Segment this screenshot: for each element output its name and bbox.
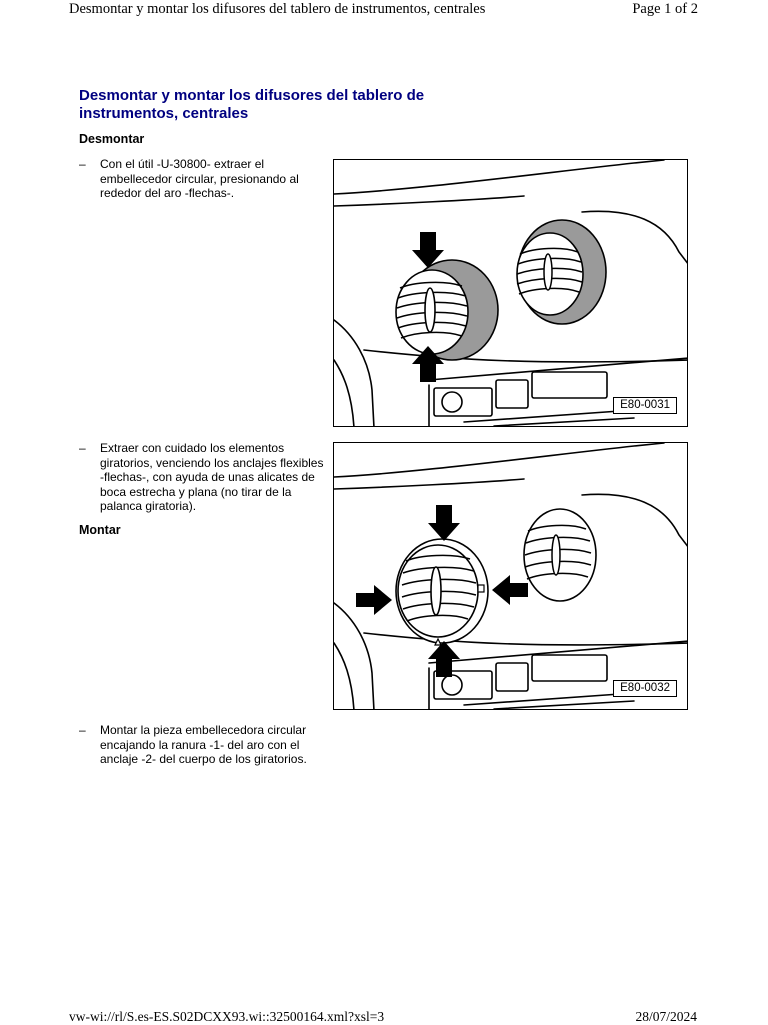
print-header-title: Desmontar y montar los difusores del tablero de instrumentos, centrales [69,1,486,17]
section-heading-montar: Montar [79,523,121,537]
step-dash: – [79,723,86,737]
section-heading-desmontar: Desmontar [79,132,145,146]
step-text: Con el útil -U-30800- extraer el embellecedor circular, presionando al rededor del aro -flechas-. [100,157,299,200]
figure-illustration-1 [333,159,688,427]
step-item [79,157,329,207]
figure-illustration-2 [333,442,688,710]
print-footer-url: vw-wi://rl/S.es-ES.S02DCXX93.wi::32500164.xml?xsl=3 [69,1009,385,1024]
step-dash: – [79,157,86,171]
step-text: Extraer con cuidado los elementos giratorios, venciendo los anclajes flexibles -flechas-, con ayuda de unas alicates de boca estrecha y plana (no tirar de la palanca giratoria). [100,441,324,513]
figure-label: E80-0032 [613,680,677,697]
step-item [79,441,329,516]
print-footer-date: 28/07/2024 [635,1009,697,1024]
step-dash: – [79,441,86,455]
print-footer [0,1006,768,1024]
dashboard-vent-drawing-1 [334,160,688,427]
print-header [0,0,768,20]
step-item [79,723,339,771]
dashboard-vent-drawing-2 [334,443,688,710]
document-title: Desmontar y montar los difusores del tablero de instrumentos, centrales [79,87,425,122]
figure-label: E80-0031 [613,397,677,414]
step-text: Montar la pieza embellecedora circular encajando la ranura -1- del aro con el anclaje -2- del cuerpo de los giratorios. [100,723,307,766]
print-header-page-number: Page 1 of 2 [632,1,698,17]
